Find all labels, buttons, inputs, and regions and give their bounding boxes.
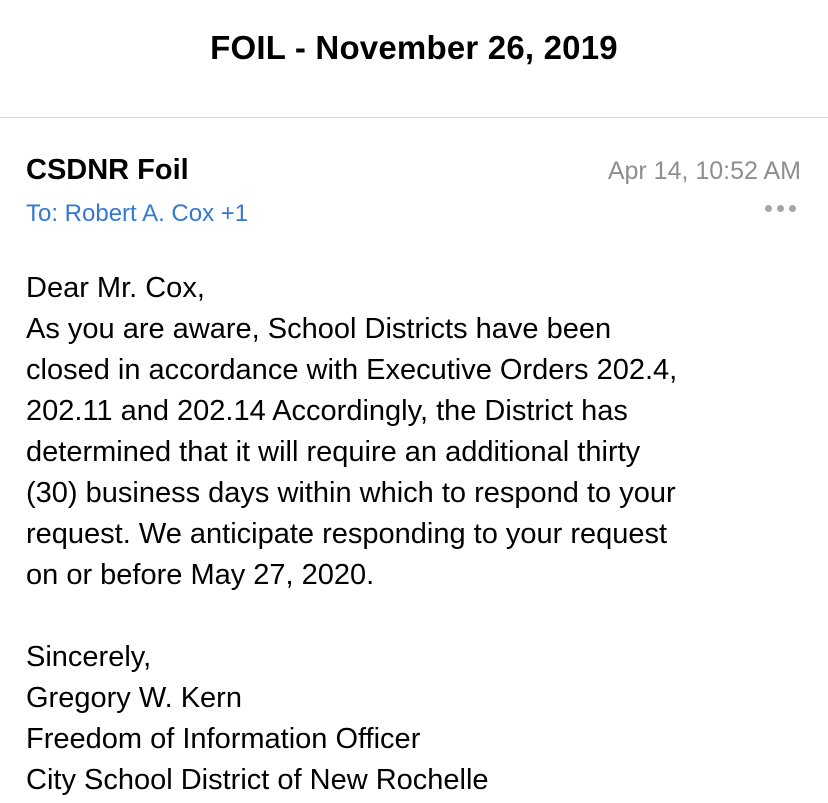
signature-line: Gregory W. Kern <box>26 682 242 714</box>
more-horizontal-icon[interactable] <box>763 199 798 218</box>
email-subject: FOIL - November 26, 2019 <box>210 29 618 66</box>
signature-line: Sincerely, <box>26 641 152 673</box>
body-line: determined that it will require an additional thirty <box>26 436 641 468</box>
body-line: closed in accordance with Executive Orders 202.4, <box>26 354 678 386</box>
signature-line: Freedom of Information Officer <box>26 723 421 755</box>
paragraph-gap <box>26 596 816 637</box>
subject-header <box>0 0 828 110</box>
more-dot <box>777 205 784 212</box>
message-body <box>26 268 816 801</box>
header-divider <box>0 117 828 118</box>
body-line: request. We anticipate responding to your request <box>26 518 668 550</box>
signature-line: City School District of New Rochelle <box>26 764 489 796</box>
body-line: 202.11 and 202.14 Accordingly, the District has <box>26 395 628 427</box>
message-date: Apr 14, 10:52 AM <box>607 157 801 185</box>
more-dot <box>765 205 772 212</box>
body-line: on or before May 27, 2020. <box>26 559 375 591</box>
sender-name[interactable]: CSDNR Foil <box>26 154 189 186</box>
body-line: (30) business days within which to respond to your <box>26 477 676 509</box>
more-dot <box>789 205 796 212</box>
recipients-link[interactable]: To: Robert A. Cox +1 <box>26 200 249 227</box>
body-line: Dear Mr. Cox, <box>26 272 205 304</box>
body-line: As you are aware, School Districts have been <box>26 313 612 345</box>
